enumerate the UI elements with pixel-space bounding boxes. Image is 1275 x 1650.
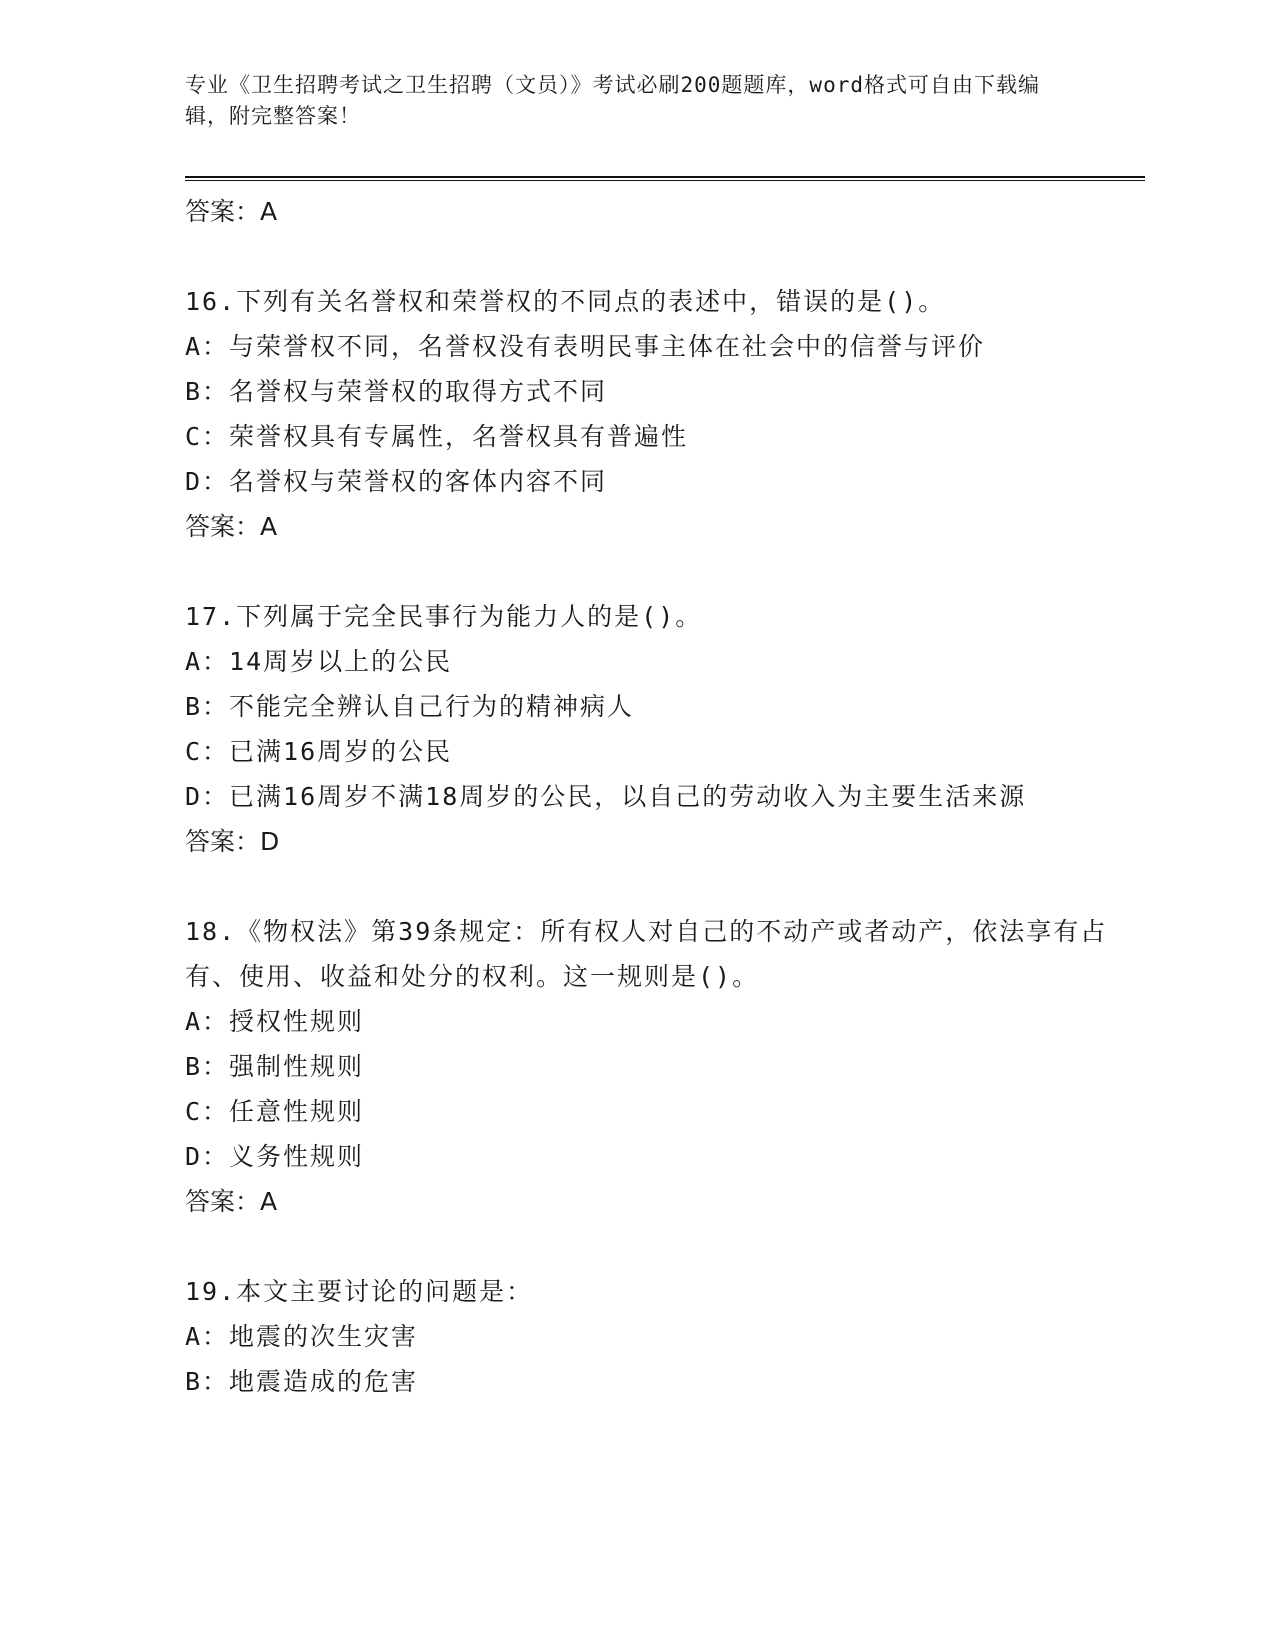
question-option: B：名誉权与荣誉权的取得方式不同	[185, 377, 608, 406]
question-stem: 16.下列有关名誉权和荣誉权的不同点的表述中，错误的是()。	[185, 287, 946, 316]
question-option: A：与荣誉权不同，名誉权没有表明民事主体在社会中的信誉与评价	[185, 332, 986, 361]
question-option: D：已满16周岁不满18周岁的公民，以自己的劳动收入为主要生活来源	[185, 782, 1027, 811]
question-option: A：14周岁以上的公民	[185, 647, 453, 676]
answer-line: 答案：A	[185, 512, 278, 541]
question-block	[185, 909, 1145, 1217]
question-option: C：任意性规则	[185, 1097, 365, 1126]
question-block	[185, 279, 1145, 542]
question-option: D：义务性规则	[185, 1142, 365, 1171]
answer-line: 答案：A	[185, 197, 278, 226]
question-option: B：地震造成的危害	[185, 1367, 419, 1396]
question-option: A：地震的次生灾害	[185, 1322, 419, 1351]
question-option: A：授权性规则	[185, 1007, 365, 1036]
question-option: C：已满16周岁的公民	[185, 737, 453, 766]
question-stem: 17.下列属于完全民事行为能力人的是()。	[185, 602, 703, 631]
question-block	[185, 1269, 1145, 1404]
page-header: 专业《卫生招聘考试之卫生招聘（文员）》考试必刷200题题库，word格式可自由下载编辑，附完整答案！	[185, 73, 1040, 128]
question-stem: 18.《物权法》第39条规定：所有权人对自己的不动产或者动产，依法享有占有、使用、收益和处分的权利。这一规则是()。	[185, 917, 1108, 991]
question-option: D：名誉权与荣誉权的客体内容不同	[185, 467, 608, 496]
question-block	[185, 594, 1145, 857]
question-option: B：强制性规则	[185, 1052, 365, 1081]
header-divider	[185, 176, 1145, 181]
document-page	[185, 70, 1145, 1404]
answer-line: 答案：A	[185, 1187, 278, 1216]
question-option: B：不能完全辨认自己行为的精神病人	[185, 692, 635, 721]
question-list	[185, 279, 1145, 1404]
question-stem: 19.本文主要讨论的问题是：	[185, 1277, 534, 1306]
question-option: C：荣誉权具有专属性，名誉权具有普遍性	[185, 422, 689, 451]
answer-line: 答案：D	[185, 827, 280, 856]
